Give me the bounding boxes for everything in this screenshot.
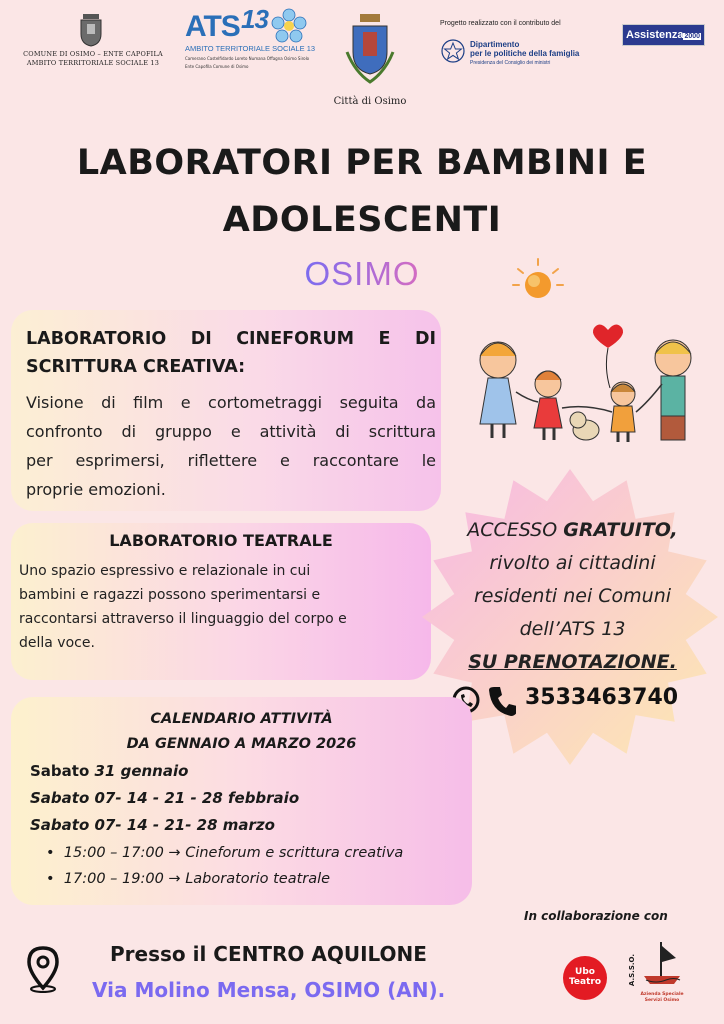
ats-logo-text: ATS xyxy=(185,10,240,43)
child-1 xyxy=(480,342,516,438)
burst-line5: SU PRENOTAZIONE. xyxy=(468,651,677,673)
city-subtitle xyxy=(0,255,724,293)
burst-line1-a: ACCESSO xyxy=(467,519,564,541)
child-3 xyxy=(611,382,635,442)
calendar-title2: DA GENNAIO A MARZO 2026 xyxy=(126,736,357,752)
ubo-teatro-logo xyxy=(563,956,607,1000)
calendar-date1-prefix: Sabato xyxy=(30,762,90,780)
heart-balloon-icon xyxy=(593,324,623,348)
ats-small1: Camerano Castelfidardo Loreto Numana Offagna Osimo Sirolo xyxy=(185,56,310,61)
presso-text: Presso il CENTRO AQUILONE xyxy=(110,942,427,966)
teatro-title: LABORATORIO TEATRALE xyxy=(109,531,333,550)
ubo-line2: Teatro xyxy=(568,977,602,987)
cineforum-body-3: per esprimersi, riflettere e raccontare le xyxy=(26,451,436,470)
emblem-icon xyxy=(440,38,466,64)
burst-line2: rivolto ai cittadini xyxy=(489,552,656,574)
asso-name: A.S.S.O. xyxy=(628,954,636,987)
child-4 xyxy=(655,340,691,440)
comune-line1: COMUNE DI OSIMO – ENTE CAPOFILA xyxy=(23,50,163,58)
ats-logo-number: 13 xyxy=(241,4,268,34)
ats-logo xyxy=(183,6,318,86)
collab-label: In collaborazione con xyxy=(524,909,668,923)
progetto-text: Progetto realizzato con il contributo del xyxy=(440,20,561,27)
calendar-title1: CALENDARIO ATTIVITÀ xyxy=(150,711,333,727)
cineforum-body-4: proprie emozioni. xyxy=(26,480,166,499)
ats-small2: Ente Capofila Comune di Osimo xyxy=(185,64,249,69)
children-illustration xyxy=(468,312,708,452)
city-name: OSIMO xyxy=(304,255,420,292)
asso-sub: Azienda Speciale Servizi Osimo xyxy=(640,992,684,1003)
comune-logo xyxy=(18,10,168,72)
calendar-date3: Sabato 07- 14 - 21- 28 marzo xyxy=(30,816,275,834)
ats-subtitle: AMBITO TERRITORIALE SOCIALE 13 xyxy=(185,44,316,53)
citta-logo xyxy=(325,12,415,112)
teatro-body-4: della voce. xyxy=(19,635,95,651)
osimo-crest-icon xyxy=(345,12,395,90)
calendar-date2: Sabato 07- 14 - 21 - 28 febbraio xyxy=(30,789,300,807)
cineforum-body-1: Visione di film e cortometraggi seguita da xyxy=(26,393,436,412)
dipartimento-logo xyxy=(440,20,610,70)
burst-line3: residenti nei Comuni xyxy=(473,585,672,607)
calendar-item1: • 15:00 – 17:00 → Cineforum e scrittura creativa xyxy=(46,845,404,861)
ship-icon xyxy=(640,940,684,988)
cineforum-title-line2: SCRITTURA CREATIVA: xyxy=(26,357,246,377)
dipartimento-line2: per le politiche della famiglia xyxy=(470,49,580,58)
title-line2: ADOLESCENTI xyxy=(222,200,502,240)
calendar-date1 xyxy=(30,758,188,785)
assistenza-num: 2000 xyxy=(684,33,701,40)
calendar-item2-text: 17:00 – 19:00 → Laboratorio teatrale xyxy=(63,871,331,887)
calendar-item2: • 17:00 – 19:00 → Laboratorio teatrale xyxy=(46,871,331,887)
citta-label: Città di Osimo xyxy=(333,96,407,107)
calendar-item1-text: 15:00 – 17:00 → Cineforum e scrittura creativa xyxy=(63,845,404,861)
asso-logo xyxy=(628,940,692,1018)
burst-line1 xyxy=(440,515,705,545)
flower-icon xyxy=(271,8,307,44)
burst-line4: dell’ATS 13 xyxy=(519,618,626,640)
cineforum-title-line1: LABORATORIO DI CINEFORUM E DI xyxy=(26,329,436,349)
presidenza-text: Presidenza del Consiglio dei ministri xyxy=(470,60,551,66)
location-pin-icon xyxy=(25,945,61,993)
title-line1: LABORATORI PER BAMBINI E xyxy=(76,143,648,183)
teatro-body-1: Uno spazio espressivo e relazionale in cui xyxy=(19,563,311,579)
comune-crest-icon xyxy=(78,10,104,48)
burst-line1-b: GRATUITO, xyxy=(563,519,678,541)
phone-icon[interactable] xyxy=(488,685,516,717)
sun-icon xyxy=(510,255,566,305)
cineforum-body-2: confronto di gruppo e attività di scrittura xyxy=(26,422,436,441)
child-2 xyxy=(534,371,562,440)
comune-line2: AMBITO TERRITORIALE SOCIALE 13 xyxy=(26,59,160,67)
teatro-body-2: bambini e ragazzi possono sperimentarsi e xyxy=(19,587,321,603)
via-text: Via Molino Mensa, OSIMO (AN). xyxy=(92,978,446,1002)
assistenza-text: Assistenza xyxy=(626,29,684,41)
dog xyxy=(570,412,599,440)
teatro-body-3: raccontarsi attraverso il linguaggio del corpo e xyxy=(19,611,347,627)
calendar-date1-rest: 31 gennaio xyxy=(89,762,189,780)
phone-number[interactable]: 3533463740 xyxy=(525,685,679,710)
assistenza-logo xyxy=(622,24,705,46)
ubo-line1: Ubo xyxy=(575,967,595,977)
dipartimento-line1: Dipartimento xyxy=(470,40,520,49)
